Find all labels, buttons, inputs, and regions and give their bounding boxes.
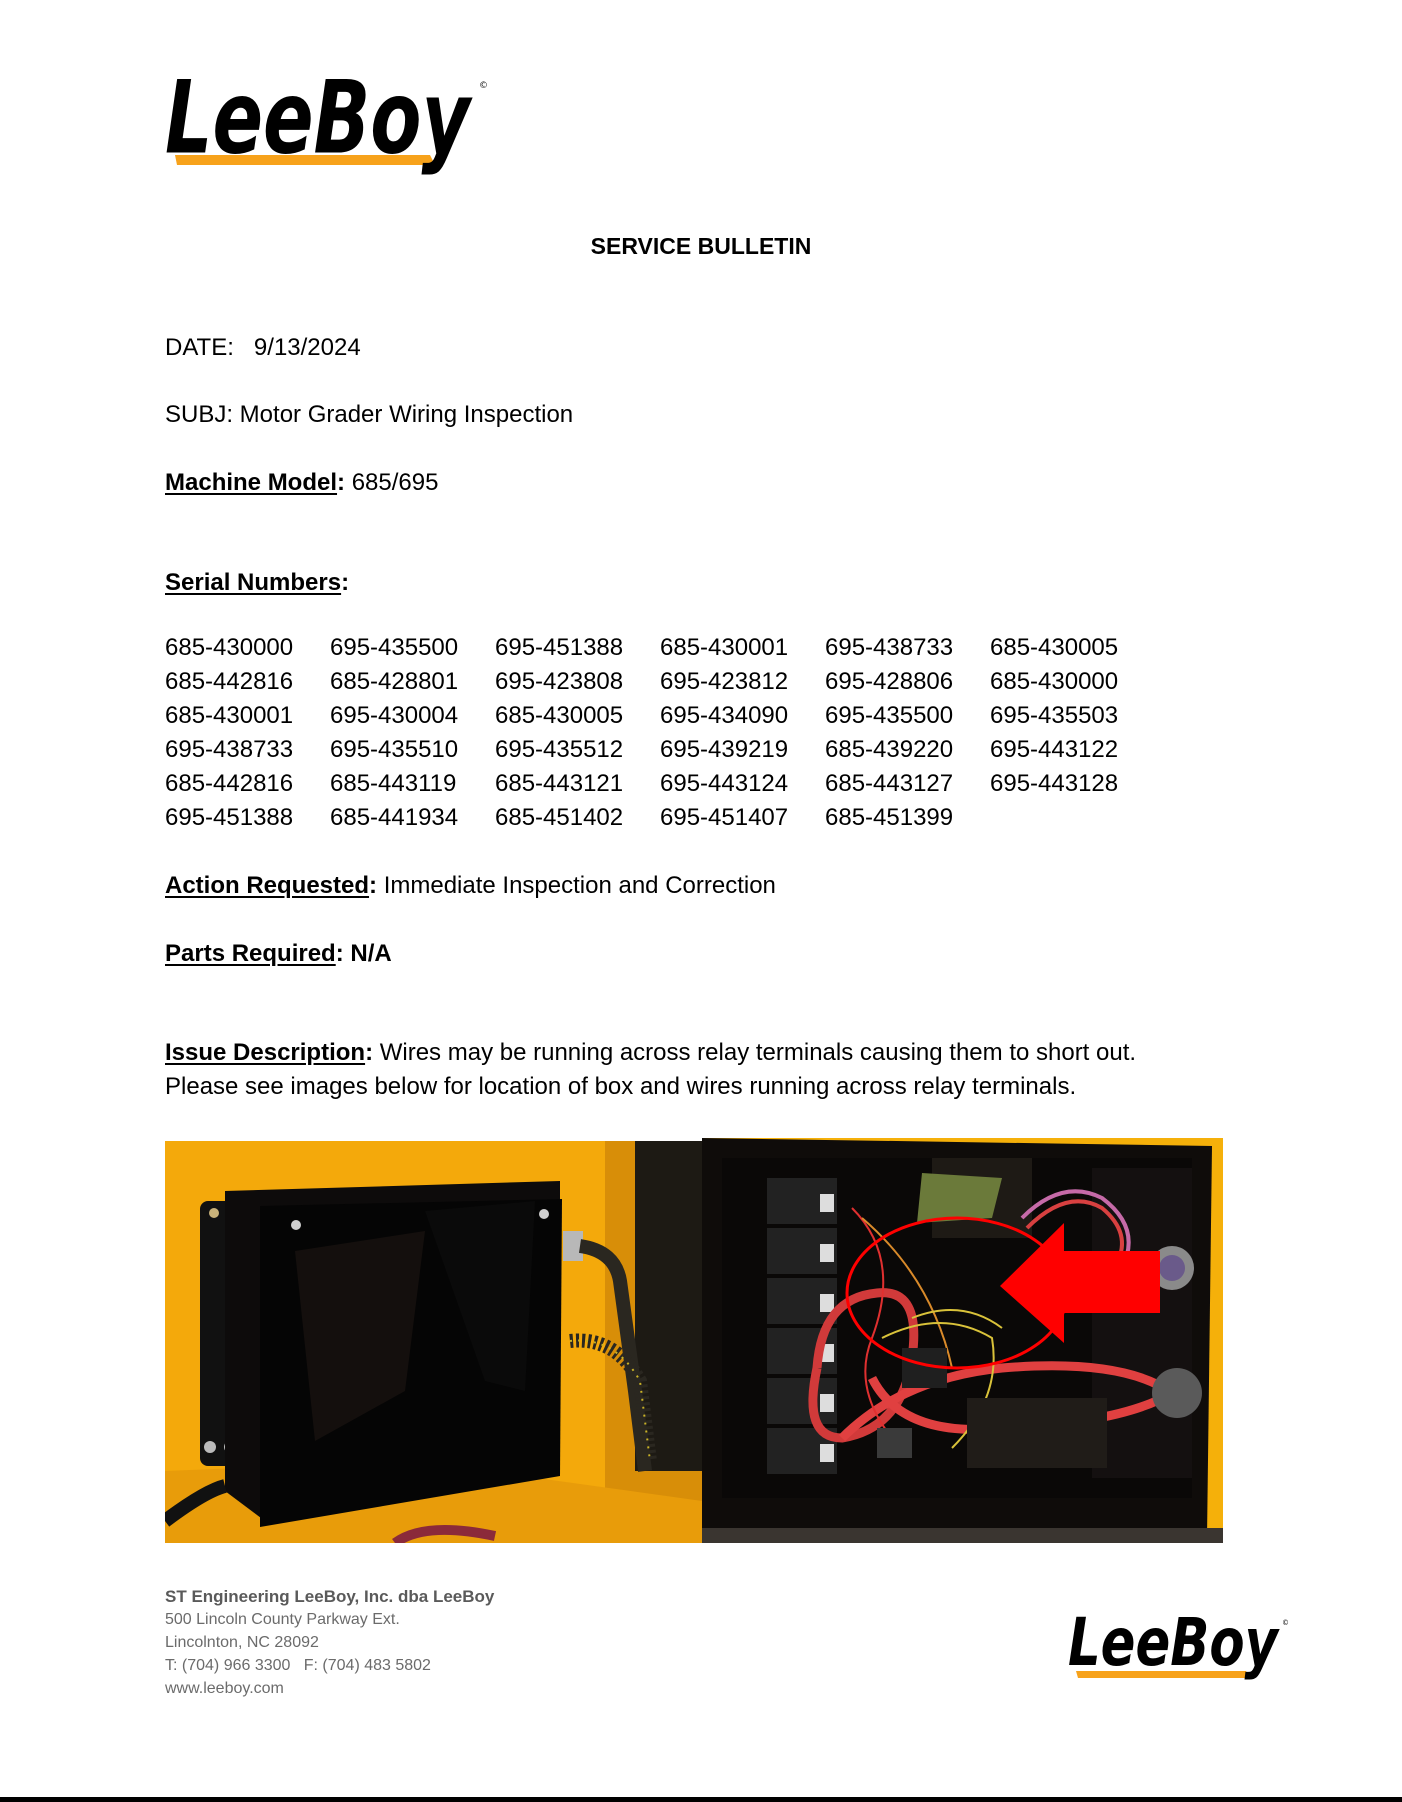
serial-number: 685-430005 (495, 702, 624, 729)
serial-number: 685-430001 (165, 702, 294, 729)
serial-number: 695-439219 (660, 736, 789, 763)
serial-number: 695-430004 (330, 702, 459, 729)
date-label: DATE: (165, 334, 234, 361)
machine-model-value: 685/695 (351, 469, 439, 496)
serial-number: 685-442816 (165, 770, 294, 797)
footer-contact (165, 1585, 494, 1700)
serial-number: 685-443127 (825, 770, 954, 797)
serial-number: 695-451388 (165, 804, 294, 831)
serial-number: 685-443121 (495, 770, 624, 797)
serial-number: 695-435512 (495, 736, 624, 763)
serial-number: 695-423812 (660, 668, 789, 695)
serial-number: 685-451399 (825, 804, 954, 831)
issue-description-text: Wires may be running across relay terminals causing them to short out. (379, 1039, 1137, 1066)
footer-company: ST Engineering LeeBoy, Inc. dba LeeBoy (165, 1587, 495, 1606)
logo-wordmark: LeeBoy (165, 62, 473, 177)
machine-model-label: Machine Model (165, 469, 338, 496)
serial-number: 695-423808 (495, 668, 624, 695)
parts-required-line: Parts Required: N/A (165, 940, 392, 967)
action-requested-value: Immediate Inspection and Correction (383, 872, 776, 899)
serial-number: 695-428806 (825, 668, 954, 695)
serial-number: 685-439220 (825, 736, 954, 763)
serial-number: 695-435510 (330, 736, 459, 763)
footer-address-line2: Lincolnton, NC 28092 (165, 1634, 319, 1651)
serial-number: 685-430001 (660, 634, 789, 661)
serial-number: 685-430005 (990, 634, 1119, 661)
subject-line: SUBJ: Motor Grader Wiring Inspection (165, 401, 574, 428)
serial-number: 695-438733 (165, 736, 294, 763)
serial-number: 695-435500 (825, 702, 954, 729)
serial-number: 685-441934 (330, 804, 459, 831)
footer-website[interactable]: www.leeboy.com (165, 1680, 284, 1697)
svg-text:©: © (1282, 1619, 1289, 1627)
serial-number: 685-428801 (330, 668, 459, 695)
photo-wires-across-relay-terminals (702, 1138, 1223, 1543)
serial-number: 695-434090 (660, 702, 789, 729)
serial-number: 685-442816 (165, 668, 294, 695)
serial-number: 685-430000 (990, 668, 1119, 695)
serial-number: 685-451402 (495, 804, 624, 831)
page-bottom-border (0, 1797, 1402, 1802)
footer-logo-wordmark: LeeBoy (1068, 1605, 1281, 1681)
machine-model-line: Machine Model: 685/695 (165, 469, 439, 496)
page-title: SERVICE BULLETIN (590, 233, 812, 259)
photo-electrical-box-exterior (165, 1141, 702, 1543)
parts-required-label: Parts Required (165, 940, 336, 967)
action-requested-line: Action Requested: Immediate Inspection and Correction (165, 872, 776, 899)
leeboy-logo-top (165, 62, 495, 177)
serial-number: 695-451388 (495, 634, 624, 661)
serial-number: 695-443124 (660, 770, 789, 797)
serial-number: 695-435503 (990, 702, 1119, 729)
svg-text:©: © (479, 81, 488, 91)
serial-numbers-label: Serial Numbers (165, 569, 342, 596)
issue-description-line1: Issue Description: Wires may be running across relay terminals causing them to short out. (165, 1039, 1137, 1066)
serial-number: 685-430000 (165, 634, 294, 661)
serial-number: 685-443119 (330, 770, 457, 797)
parts-required-value: N/A (350, 940, 392, 967)
leeboy-logo-footer (1068, 1605, 1293, 1687)
issue-description-line2: Please see images below for location of box and wires running across relay terminals. (165, 1073, 1077, 1100)
issue-description-label: Issue Description (165, 1039, 366, 1066)
date-line (165, 333, 361, 363)
serial-number: 695-438733 (825, 634, 954, 661)
serial-number: 695-435500 (330, 634, 459, 661)
date-value: 9/13/2024 (253, 334, 361, 361)
serial-number: 695-443122 (990, 736, 1119, 763)
serial-numbers-grid (165, 633, 1155, 833)
serial-number: 695-451407 (660, 804, 789, 831)
serial-number: 695-443128 (990, 770, 1119, 797)
action-requested-label: Action Requested (165, 872, 370, 899)
serial-numbers-heading: Serial Numbers: (165, 569, 350, 596)
footer-address-line1: 500 Lincoln County Parkway Ext. (165, 1611, 400, 1628)
footer-phone-fax: T: (704) 966 3300 F: (704) 483 5802 (165, 1657, 431, 1674)
